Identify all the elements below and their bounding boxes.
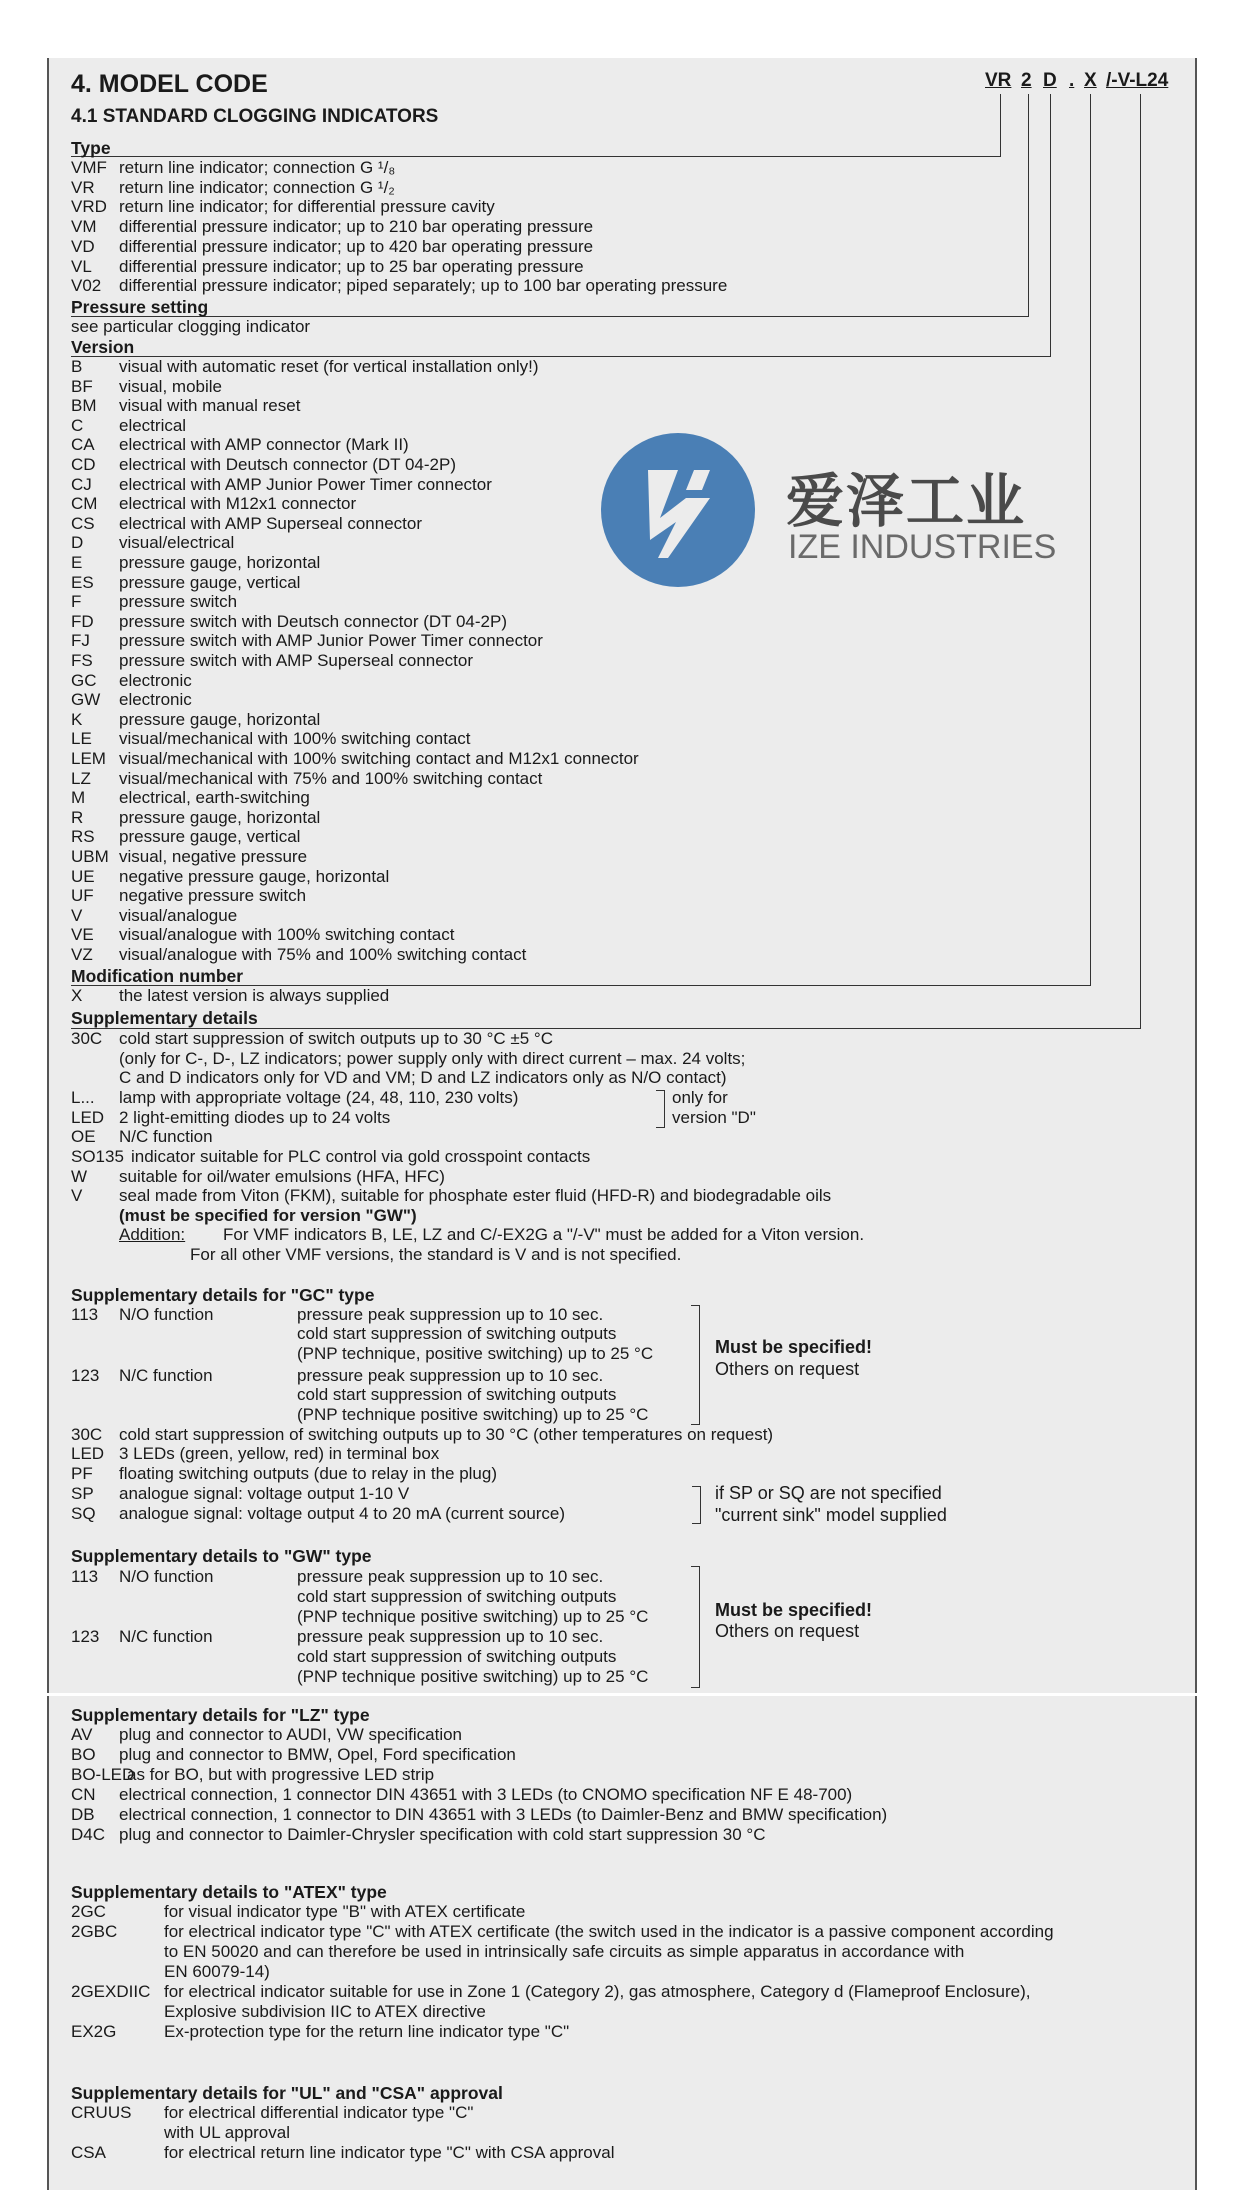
code-label: VMF	[71, 158, 107, 177]
description-label: visual, negative pressure	[119, 847, 308, 866]
description-label: electrical with AMP Junior Power Timer connector	[119, 474, 492, 494]
code-label: CS	[71, 513, 95, 533]
description-label: visual/electrical	[119, 533, 235, 553]
model-code-modification: X	[1084, 70, 1097, 91]
description-label: negative pressure gauge, horizontal	[119, 866, 390, 886]
code-label: CN	[71, 1785, 96, 1804]
description-label: pressure switch with AMP Junior Power Timer connector	[119, 631, 543, 651]
description-label: visual/analogue with 100% switching contact	[119, 925, 455, 945]
gc-heading: Supplementary details for "GC" type	[71, 1285, 375, 1305]
description-label: electronic	[119, 670, 192, 690]
connector-version-v	[1050, 94, 1051, 356]
code-label: CA	[71, 435, 95, 455]
description-label: pressure gauge, horizontal	[119, 807, 321, 827]
code-label: UE	[71, 866, 95, 886]
version-heading: Version	[71, 337, 135, 357]
description-label: differential pressure indicator; piped separately; up to 100 bar operating pressure	[119, 276, 728, 296]
code-label: UF	[71, 886, 94, 906]
code-label: DB	[71, 1805, 95, 1824]
description-label: pressure switch	[119, 592, 238, 612]
logo-mark-icon	[598, 430, 758, 590]
description-label: visual/mechanical with 75% and 100% switching contact	[119, 768, 543, 788]
lz-heading: Supplementary details for "LZ" type	[71, 1705, 370, 1725]
code-label: F	[71, 592, 82, 612]
atex-heading: Supplementary details to "ATEX" type	[71, 1882, 387, 1902]
code-label: D4C	[71, 1825, 106, 1844]
code-label: VZ	[71, 945, 93, 964]
code-label: LZ	[71, 768, 91, 788]
code-label: B	[71, 357, 83, 376]
code-label: FS	[71, 651, 93, 670]
description-label: differential pressure indicator; up to 25 bar operating pressure	[119, 256, 584, 276]
description-label: electrical	[119, 415, 187, 435]
description-label: visual/mechanical with 100% switching contact	[119, 729, 471, 749]
code-label: VRD	[71, 197, 107, 217]
description-label: negative pressure switch	[119, 886, 307, 906]
code-label: VE	[71, 925, 94, 945]
code-label: UBM	[71, 847, 109, 866]
code-label: ES	[71, 572, 94, 592]
description-label: electrical with Deutsch connector (DT 04-2P)	[119, 455, 456, 474]
model-code-version: D	[1043, 70, 1057, 91]
connector-type-v	[1000, 94, 1001, 156]
code-label: GC	[71, 670, 97, 690]
ul-heading: Supplementary details for "UL" and "CSA" approval	[71, 2083, 503, 2103]
description-label: visual with automatic reset (for vertical installation only!)	[119, 357, 539, 376]
bracket-gw	[691, 1566, 700, 1688]
description-label: electrical with M12x1 connector	[119, 494, 357, 514]
code-label: M	[71, 788, 86, 808]
code-label: V	[71, 905, 83, 925]
code-label: BO	[71, 1745, 96, 1764]
description-label: as for BO, but with progressive LED strip	[127, 1765, 435, 1784]
bracket-gc	[691, 1305, 700, 1425]
connector-supplementary-v	[1140, 94, 1141, 1028]
code-label: FJ	[71, 631, 90, 651]
description-label: electrical connection, 1 connector DIN 43651 with 3 LEDs (to CNOMO specification NF E 48-700)	[119, 1785, 853, 1804]
description-label: electrical with AMP Superseal connector	[119, 513, 423, 533]
code-label: BO-LED	[71, 1765, 135, 1784]
description-label: pressure gauge, horizontal	[119, 553, 321, 572]
description-label: pressure switch with Deutsch connector (DT 04-2P)	[119, 611, 508, 631]
code-label: CJ	[71, 474, 92, 494]
code-label: VL	[71, 256, 92, 276]
code-label: RS	[71, 827, 95, 847]
type-heading: Type	[71, 138, 111, 158]
page-title: 4. MODEL CODE	[71, 70, 268, 98]
description-label: pressure gauge, vertical	[119, 572, 301, 592]
code-label: LEM	[71, 749, 106, 768]
code-label: CD	[71, 455, 96, 474]
code-label: VM	[71, 217, 97, 237]
modification-heading: Modification number	[71, 966, 244, 986]
description-label: electrical with AMP connector (Mark II)	[119, 435, 409, 455]
supplementary-heading: Supplementary details	[71, 1008, 258, 1028]
code-label: BM	[71, 396, 97, 416]
gw-must-specified: Must be specified!	[715, 1600, 873, 1620]
logo-chinese-text: 爱泽工业	[786, 469, 1027, 534]
connector-modification-v	[1090, 94, 1091, 985]
description-label: return line indicator; for differential pressure cavity	[119, 197, 495, 217]
description-label: visual, mobile	[119, 376, 222, 396]
description-label: pressure gauge, vertical	[119, 827, 301, 847]
gc-must-specified: Must be specified!	[715, 1337, 873, 1357]
code-label: GW	[71, 690, 101, 710]
gc-note-1: if SP or SQ are not specified	[715, 1483, 942, 1503]
code-label: VR	[71, 177, 95, 197]
connector-type-h	[71, 156, 1001, 157]
gc-note-2: "current sink" model supplied	[715, 1505, 947, 1525]
section-title: 4.1 STANDARD CLOGGING INDICATORS	[71, 106, 439, 127]
page-divider	[47, 1693, 1197, 1696]
model-code-pressure: 2	[1021, 70, 1032, 91]
description-label: return line indicator; connection G ¹/₂	[119, 177, 395, 197]
model-code-supplementary: /-V-L24	[1106, 70, 1169, 91]
description-label: visual with manual reset	[119, 396, 301, 416]
description-label: differential pressure indicator; up to 210 bar operating pressure	[119, 217, 594, 237]
description-label: plug and connector to Daimler-Chrysler specification with cold start suppression 30 °C	[119, 1825, 766, 1844]
description-label: pressure gauge, horizontal	[119, 709, 321, 729]
code-label: C	[71, 415, 84, 435]
gw-others-request: Others on request	[715, 1621, 860, 1641]
description-label: electrical, earth-switching	[119, 788, 310, 808]
description-label: pressure switch with AMP Superseal connector	[119, 651, 474, 670]
description-label: plug and connector to BMW, Opel, Ford specification	[119, 1745, 516, 1764]
code-label: R	[71, 807, 84, 827]
pressure-heading: Pressure setting	[71, 297, 209, 317]
code-label: AV	[71, 1725, 93, 1744]
description-label: electronic	[119, 690, 192, 710]
code-label: VD	[71, 236, 95, 256]
code-label: D	[71, 533, 84, 553]
description-label: visual/mechanical with 100% switching contact and M12x1 connector	[119, 749, 639, 768]
connector-pressure-v	[1028, 94, 1029, 316]
description-label: return line indicator; connection G ¹/₈	[119, 158, 396, 177]
code-label: E	[71, 553, 83, 572]
code-label: FD	[71, 611, 94, 631]
model-code-type: VR	[985, 70, 1012, 91]
description-label: visual/analogue with 75% and 100% switching contact	[119, 945, 527, 964]
logo-english-text: IZE INDUSTRIES	[788, 528, 1057, 566]
code-label: K	[71, 709, 83, 729]
note-only-for: only for	[672, 1088, 728, 1107]
gw-heading: Supplementary details to "GW" type	[71, 1546, 372, 1566]
code-label: BF	[71, 376, 93, 396]
bracket-d-only	[656, 1090, 665, 1128]
code-label: CM	[71, 494, 98, 514]
bracket-sp-sq	[692, 1486, 701, 1524]
description-label: differential pressure indicator; up to 420 bar operating pressure	[119, 236, 594, 256]
gc-others-request: Others on request	[715, 1359, 860, 1379]
company-logo	[598, 430, 1058, 590]
description-label: electrical connection, 1 connector to DIN 43651 with 3 LEDs (to Daimler-Benz and BMW specification)	[119, 1805, 888, 1824]
description-label: plug and connector to AUDI, VW specification	[119, 1725, 463, 1744]
model-code-dot: .	[1069, 70, 1075, 91]
description-label: visual/analogue	[119, 905, 238, 925]
note-version-d: version "D"	[672, 1108, 756, 1127]
code-label: LE	[71, 729, 92, 749]
code-label: V02	[71, 276, 102, 296]
